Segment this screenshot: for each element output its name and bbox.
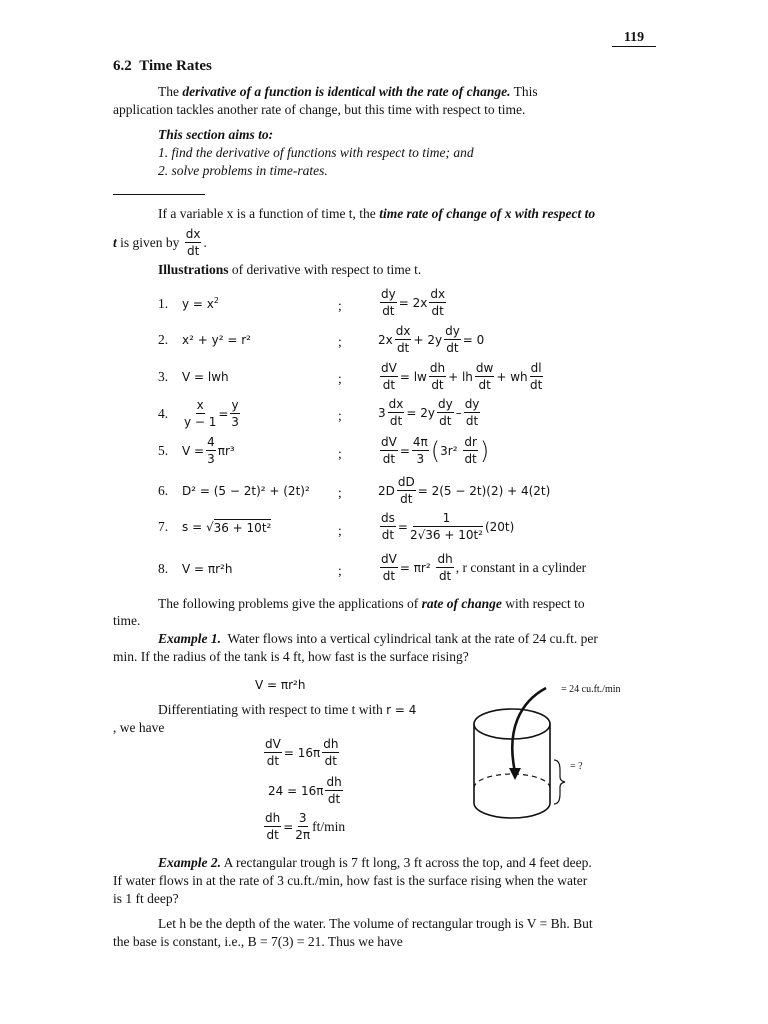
following-text: The following problems give the applications of [158, 596, 422, 611]
frac-dh-dt [322, 738, 339, 767]
example1-text: Water flows into a vertical cylindrical tank at the rate of 24 cu.ft. per [221, 631, 598, 646]
den: 3 [231, 415, 239, 429]
num: dh [437, 552, 453, 566]
frac-dr-dt [463, 436, 478, 465]
equals: = [218, 406, 229, 421]
equals: = [397, 519, 408, 534]
den: 3 [207, 452, 215, 466]
den: dt [382, 304, 395, 318]
den: dt [464, 452, 477, 466]
example1-line-1 [158, 631, 598, 647]
num: x [196, 398, 204, 412]
separator-8: ; [338, 563, 342, 578]
frac-dy-dt [464, 398, 481, 427]
den: dt [431, 304, 444, 318]
definition-bold: time rate of change of x with respect to [379, 206, 596, 221]
illustration-2-function [158, 332, 251, 348]
term: , r constant in a cylinder [455, 559, 587, 575]
illustration-1-derivative [378, 288, 448, 317]
den: dt [389, 414, 403, 428]
following-bold: rate of change [421, 596, 502, 611]
den: dt [266, 828, 279, 842]
example2-label: Example 2. [158, 855, 221, 870]
den: dt [382, 452, 396, 466]
item-number: 4. [158, 405, 169, 421]
illustration-8-function [158, 561, 232, 577]
frac-dh-dt [429, 362, 446, 391]
frac-dy-dt [437, 398, 454, 427]
frac-dx-dt [388, 398, 405, 427]
den: dt [465, 414, 479, 428]
page-number [612, 30, 656, 47]
den-coef: 2 [409, 528, 418, 542]
frac-y-over-3 [230, 399, 239, 428]
definition-given: is given by [116, 234, 183, 250]
frac-ds-dt [380, 512, 396, 541]
separator-7: ; [338, 523, 342, 538]
definition-end: . [203, 234, 207, 250]
intro-text-end: This [510, 84, 538, 99]
num: 3 [298, 811, 307, 825]
aim-item-2: 2. solve problems in time-rates. [158, 163, 328, 178]
separator-6: ; [338, 485, 342, 500]
section-heading [113, 58, 212, 75]
illustration-5-function [158, 436, 235, 465]
num: dy [437, 397, 453, 411]
illustration-8-derivative [378, 553, 586, 582]
equals: = [398, 295, 409, 310]
example1-label: Example 1. [158, 631, 221, 646]
example2-line-3: is 1 ft deep? [113, 891, 179, 906]
paren-open: ( [430, 436, 441, 465]
example1-eq3 [262, 812, 345, 841]
num: dV [381, 435, 397, 449]
following-line-1 [158, 596, 585, 612]
den: 3 [416, 452, 425, 466]
frac-dh-dt [325, 776, 342, 805]
aims-heading: This section aims to: [158, 127, 274, 142]
num: 1 [413, 512, 481, 527]
item-function: V = πr²h [182, 562, 233, 576]
frac-dD-dt [397, 476, 416, 505]
separator-3: ; [338, 371, 342, 386]
diff-r: r = 4 [386, 703, 417, 717]
frac-dV-dt [380, 362, 398, 391]
item-number: 6. [158, 483, 169, 498]
frac-dV-dt [264, 738, 282, 767]
den [410, 527, 483, 541]
minus: – [455, 405, 462, 420]
intro-text: The [158, 84, 183, 99]
example2-line-5: the base is constant, i.e., B = 7(3) = 21. Thus we have [113, 934, 403, 949]
fn-text: y = x [182, 297, 214, 311]
frac-4-3 [206, 436, 216, 465]
separator-5: ; [338, 446, 342, 461]
frac-dx-dt [395, 325, 412, 354]
frac-4pi-3 [412, 436, 429, 465]
den: 2π [295, 828, 311, 842]
den: dt [382, 378, 396, 392]
item-function: V = lwh [182, 370, 229, 384]
num: dx [388, 397, 404, 411]
frac-num: dx [185, 227, 201, 241]
coef: 2x [378, 332, 393, 347]
num: dx [395, 324, 411, 338]
illustrations-heading [158, 262, 421, 278]
frac-dh-dt [436, 553, 453, 582]
diff-text: Differentiating with respect to time t with [158, 702, 387, 717]
fn-text: s = [182, 520, 206, 534]
coef: 3 [378, 405, 386, 420]
item-number: 5. [158, 442, 169, 458]
aim-item-1: 1. find the derivative of functions with respect to time; and [158, 145, 474, 160]
den: dt [529, 378, 543, 392]
figure-flow-label: = 24 cu.ft./min [561, 684, 621, 695]
separator-2: ; [338, 334, 342, 349]
num: dy [464, 397, 480, 411]
den: dt [400, 492, 413, 506]
num: dh [326, 775, 342, 789]
section-title: Time Rates [139, 58, 212, 74]
illustration-7-function [158, 519, 271, 535]
num: dV [381, 552, 397, 566]
term: 24 = 16π [268, 783, 324, 798]
example1-diff-line [158, 702, 416, 718]
num: dy [445, 324, 460, 338]
term: = 0 [462, 332, 485, 347]
illustration-1-function [158, 296, 219, 312]
den: dt [324, 754, 337, 768]
sqrt-icon: √ [417, 528, 426, 542]
num: dl [530, 361, 542, 375]
num: dh [429, 361, 446, 375]
illustration-3-derivative [378, 362, 545, 391]
frac-dh-dt [264, 812, 281, 841]
num: 4 [207, 435, 215, 449]
definition-line-2 [113, 228, 207, 257]
den: dt [431, 378, 444, 392]
illustration-4-derivative [378, 398, 482, 427]
following-line-2: time. [113, 613, 141, 628]
illustration-6-function [158, 483, 310, 499]
term: 3r² [440, 443, 462, 458]
divider [113, 194, 205, 195]
num: dh [265, 811, 281, 825]
num: dy [381, 287, 396, 301]
definition-fraction [185, 228, 202, 257]
den: dt [327, 792, 341, 806]
term: = 16π [283, 745, 321, 760]
term: + 2y [413, 332, 443, 347]
fn-text: V = [182, 443, 205, 458]
example1-line-2: min. If the radius of the tank is 4 ft, how fast is the surface rising? [113, 649, 469, 664]
frac-dl-dt [530, 362, 543, 391]
item-function [182, 297, 219, 311]
illustration-7-derivative [378, 512, 514, 541]
equals: = [283, 819, 294, 834]
frac-dV-dt [380, 436, 398, 465]
example1-eq2 [268, 776, 345, 805]
arrow-head-icon [509, 768, 521, 780]
term: + lh [448, 369, 473, 384]
definition-t: t [113, 234, 117, 250]
separator-4: ; [338, 408, 342, 423]
num: dx [430, 287, 446, 301]
num: dh [323, 737, 339, 751]
frac-den: dt [186, 244, 200, 258]
example2-line-2: If water flows in at the rate of 3 cu.ft./min, how fast is the surface rising when the water [113, 873, 588, 888]
sqrt-body: 36 + 10t² [213, 521, 272, 535]
following-text-end: with respect to [501, 596, 585, 611]
frac-dy-dt [380, 288, 397, 317]
cylinder-figure [462, 680, 652, 830]
definition-line-1 [158, 206, 595, 222]
term: = πr² [399, 560, 435, 575]
den: dt [439, 414, 452, 428]
illustration-6-derivative [378, 476, 550, 505]
water-surface-dashed [474, 774, 550, 788]
fn-sup: 2 [213, 296, 219, 305]
den: dt [382, 569, 396, 583]
den: dt [266, 754, 280, 768]
term: + wh [496, 369, 528, 384]
example1-formula: V = πr²h [255, 678, 306, 692]
term: (20t) [484, 519, 515, 534]
intro-line-2: application tackles another rate of change, but this time with respect to time. [113, 102, 526, 117]
frac-3-2pi [295, 812, 310, 841]
term: = 2(5 − 2t)(2) + 4(2t) [417, 483, 551, 498]
num: dr [464, 435, 477, 449]
illustration-4-function [158, 399, 242, 428]
illustration-3-function [158, 369, 229, 385]
intro-line-1 [158, 84, 538, 100]
cylinder-bottom-front [474, 803, 550, 818]
illustration-5-derivative [378, 436, 489, 465]
frac-one-over-sqrt [410, 512, 483, 541]
equals: = [399, 443, 410, 458]
frac-dV-dt [380, 553, 398, 582]
den: y − 1 [184, 415, 217, 429]
example2-line-1 [158, 855, 592, 871]
sqrt-body: 36 + 10t² [425, 528, 483, 542]
example1-eq1 [262, 738, 341, 767]
item-number: 2. [158, 332, 169, 347]
term: = lw [399, 369, 427, 384]
den: dt [381, 528, 395, 542]
illustration-2-derivative [378, 325, 484, 354]
num: dV [265, 737, 281, 751]
item-function: D² = (5 − 2t)² + (2t)² [182, 484, 310, 498]
figure-rate-label: = ? [570, 761, 583, 772]
num: y [231, 398, 239, 412]
fn-end: πr³ [217, 443, 235, 458]
num: dw [475, 361, 494, 375]
definition-text: If a variable x is a function of time t, the [158, 206, 380, 221]
frac-dw-dt [475, 362, 494, 391]
den: dt [478, 378, 491, 392]
example2-text: A rectangular trough is 7 ft long, 3 ft across the top, and 4 feet deep. [221, 855, 592, 870]
frac-dy-dt [444, 325, 461, 354]
height-brace [554, 760, 565, 804]
item-number: 3. [158, 369, 169, 384]
paren-close: ) [479, 436, 490, 465]
num: ds [381, 511, 395, 525]
example2-line-4: Let h be the depth of the water. The volume of rectangular trough is V = Bh. But [158, 916, 593, 931]
flow-arrow [512, 688, 546, 772]
sqrt-icon: √ [205, 520, 214, 534]
frac-x-over-y1 [184, 399, 216, 428]
coef: 2x [412, 295, 428, 310]
item-number: 1. [158, 296, 169, 311]
num: dD [397, 475, 415, 489]
term: = 2y [406, 405, 435, 420]
coef: 2D [378, 483, 395, 498]
page-number-text: 119 [623, 30, 645, 45]
num: dV [381, 361, 397, 375]
unit: ft/min [312, 818, 346, 834]
example1-we-have: , we have [113, 720, 165, 735]
frac-dx-dt [429, 288, 446, 317]
item-number: 8. [158, 561, 169, 576]
illustrations-rest: of derivative with respect to time t. [228, 262, 422, 277]
separator-1: ; [338, 298, 342, 313]
item-function: x² + y² = r² [182, 333, 251, 347]
intro-bold: derivative of a function is identical with the rate of change. [182, 84, 511, 99]
den: dt [438, 569, 452, 583]
num: 4π [412, 435, 428, 449]
den: dt [446, 341, 459, 355]
section-number: 6.2 [113, 58, 132, 74]
den: dt [396, 341, 410, 355]
item-number: 7. [158, 519, 169, 534]
illustrations-bold: Illustrations [158, 262, 229, 277]
